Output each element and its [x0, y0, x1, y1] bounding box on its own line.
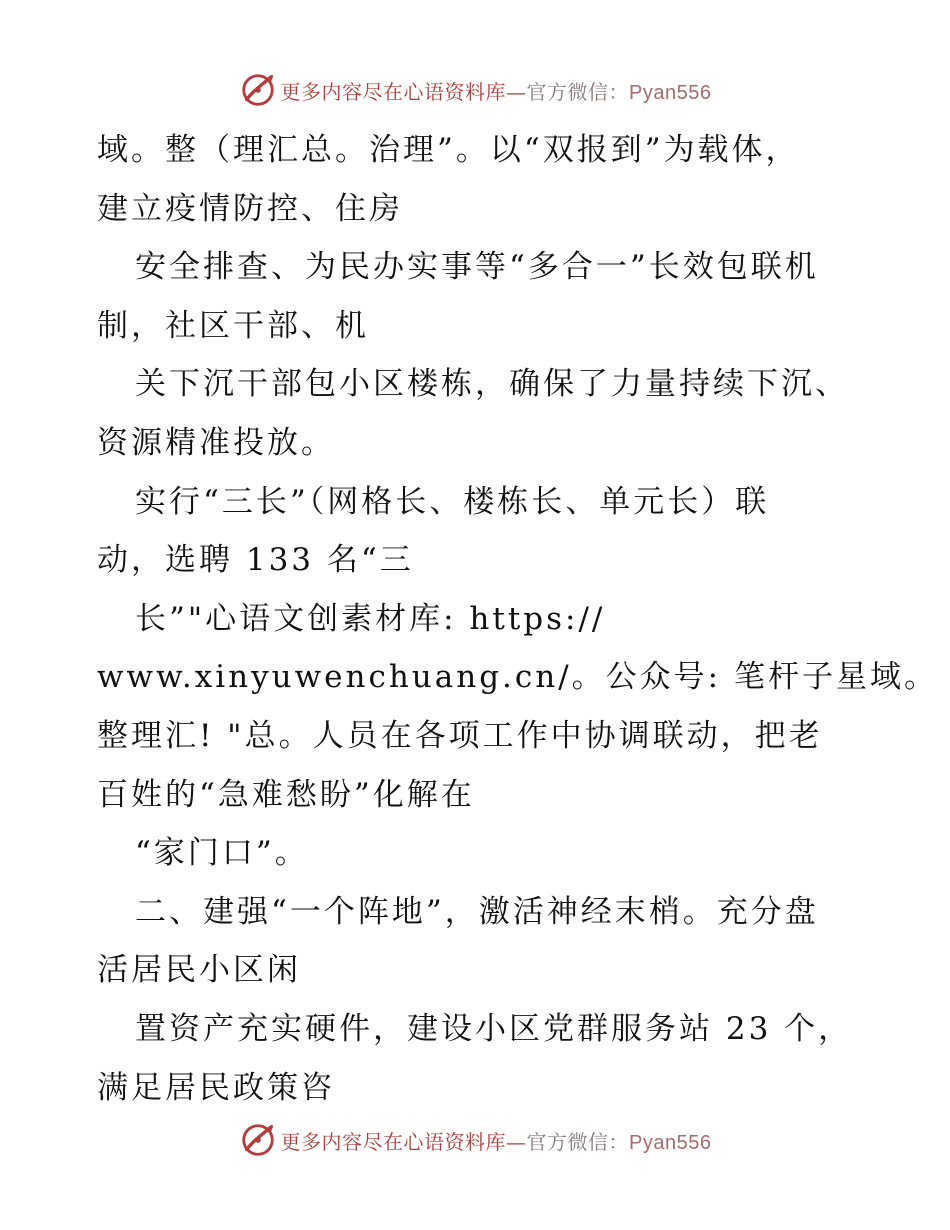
banner-text [281, 76, 712, 105]
pen-logo-icon [239, 71, 277, 109]
body-line: 动，选聘 133 名“三 [97, 542, 414, 579]
body-line: 置资产充实硬件，建设小区党群服务站 23 个， [135, 1010, 853, 1047]
body-line: 整理汇! "总。人员在各项工作中协调联动，把老 [97, 717, 823, 754]
banner-dash: — [506, 79, 527, 104]
header-watermark-banner [0, 68, 950, 112]
body-line: 域。整（理汇总。治理”。以“双报到”为载体， [97, 132, 800, 168]
body-line: 资源精准投放。 [97, 424, 335, 461]
body-line: 满足居民政策咨 [97, 1069, 335, 1106]
footer-watermark-banner [0, 1118, 950, 1162]
body-line: 关下沉干部包小区楼栋，确保了力量持续下沉、 [135, 366, 849, 403]
banner-site-text: 更多内容尽在心语资料库 [280, 79, 507, 104]
body-line: 百姓的“急难愁盼”化解在 [97, 776, 475, 813]
body-line: 长”"心语文创素材库: https:// [135, 600, 606, 637]
body-line: 活居民小区闲 [97, 952, 301, 989]
body-line: 制，社区干部、机 [97, 307, 369, 344]
banner-text [281, 1126, 712, 1155]
banner-site-text: 更多内容尽在心语资料库 [280, 1129, 507, 1154]
body-line: 二、建强“一个阵地”，激活神经末梢。充分盘 [135, 893, 819, 930]
body-line: 安全排查、为民办实事等“多合一”长效包联机 [135, 249, 819, 286]
body-line: 实行“三长”（网格长、楼栋长、单元长）联 [135, 483, 770, 520]
banner-official-label: 官方微信： [526, 1129, 630, 1154]
body-line: “家门口”。 [135, 835, 309, 872]
banner-dash: — [506, 1129, 527, 1154]
body-line: 建立疫情防控、住房 [97, 190, 403, 227]
body-line: www.xinyuwenchuang.cn/。公众号: 笔杆子星域。 [97, 659, 938, 696]
banner-official-label: 官方微信： [526, 79, 630, 104]
pen-logo-icon [239, 1121, 277, 1159]
banner-handle: Pyan556 [629, 81, 712, 104]
banner-handle: Pyan556 [629, 1131, 712, 1154]
document-body [97, 121, 938, 1117]
